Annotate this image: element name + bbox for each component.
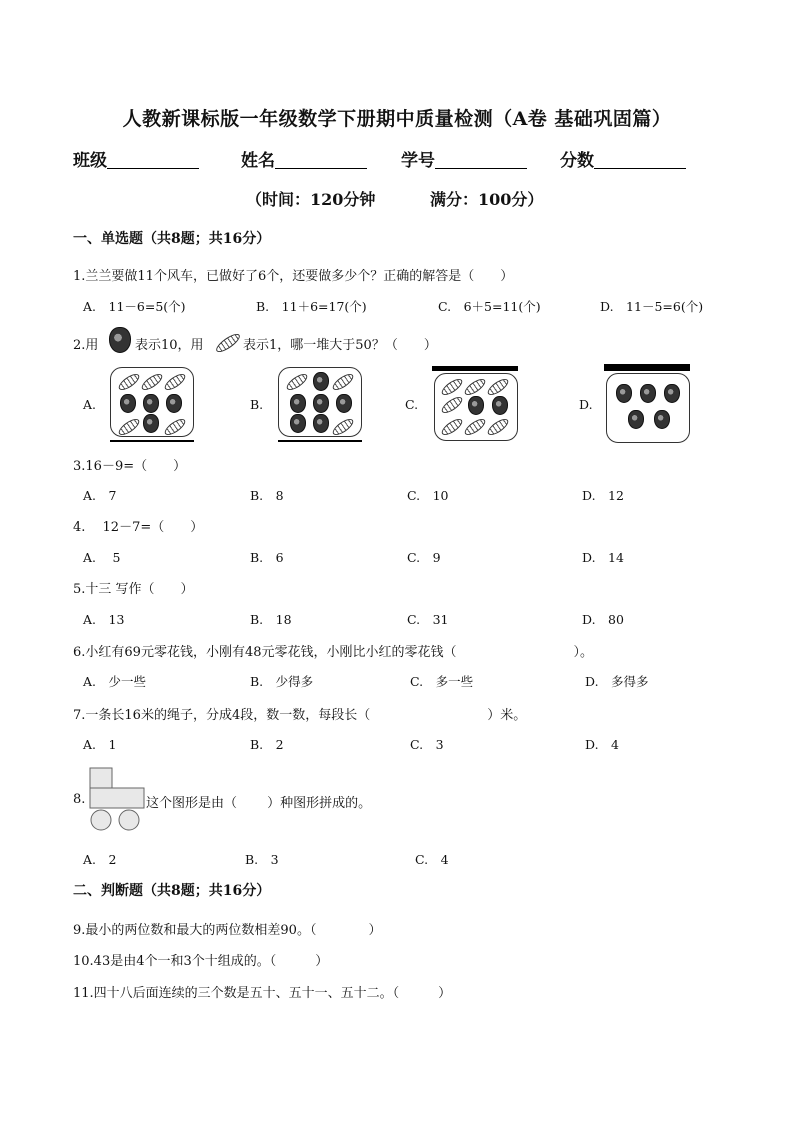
- question-10: 10.43是由4个一和3个十组成的。（ ）: [73, 954, 329, 969]
- full-score-text: 满分：100分）: [430, 190, 544, 209]
- page-title: 人教新课标版一年级数学下册期中质量检测（A卷 基础巩固篇）: [122, 108, 672, 130]
- q3-option-b[interactable]: B. 8: [250, 488, 284, 503]
- q5-option-c[interactable]: C. 31: [407, 612, 449, 627]
- q8-option-c[interactable]: C. 4: [415, 852, 449, 867]
- q4-option-d[interactable]: D. 14: [582, 550, 624, 565]
- score-blank[interactable]: [594, 152, 686, 169]
- name-label: 姓名: [241, 151, 275, 171]
- q6-option-d[interactable]: D. 多得多: [585, 674, 649, 689]
- strawberry-icon: [120, 394, 136, 413]
- q5-option-d[interactable]: D. 80: [582, 612, 624, 627]
- cart-shape-figure: [86, 766, 146, 832]
- divider-line: [604, 364, 690, 371]
- strawberry-icon: [313, 372, 329, 391]
- q2-option-d-label[interactable]: D.: [579, 397, 593, 412]
- name-blank[interactable]: [275, 152, 367, 169]
- section-heading-true-false: 二、判断题（共8题；共16分）: [73, 883, 271, 899]
- strawberry-icon: [640, 384, 656, 403]
- question-11: 11.四十八后面连续的三个数是五十、五十一、五十二。（ ）: [73, 986, 452, 1001]
- q4-option-c[interactable]: C. 9: [407, 550, 441, 565]
- strawberry-icon: [654, 410, 670, 429]
- strawberry-icon: [468, 396, 484, 415]
- question-7: 7.一条长16米的绳子，分成4段，数一数，每段长（ ）米。: [73, 708, 527, 723]
- time-text: （时间：120分钟: [246, 190, 376, 209]
- q2-option-b-label[interactable]: B.: [250, 397, 264, 412]
- strawberry-icon: [313, 394, 329, 413]
- pea-pod-icon: [214, 331, 243, 355]
- strawberry-icon: [664, 384, 680, 403]
- circle-shape: [91, 810, 111, 830]
- student-number-blank[interactable]: [435, 152, 527, 169]
- circle-shape: [119, 810, 139, 830]
- question-2-part-c: 表示1，哪一堆大于50？（ ）: [243, 338, 437, 353]
- strawberry-icon: [616, 384, 632, 403]
- q1-option-a[interactable]: A. 11－6=5(个): [83, 299, 186, 314]
- divider-line: [278, 440, 362, 442]
- q1-option-c[interactable]: C. 6＋5=11(个): [438, 299, 541, 314]
- class-label: 班级: [73, 151, 107, 171]
- q3-option-a[interactable]: A. 7: [83, 488, 117, 503]
- question-2-part-b: 表示10，用: [135, 338, 204, 353]
- q6-option-a[interactable]: A. 少一些: [83, 674, 147, 689]
- strawberry-icon: [143, 394, 159, 413]
- q8-option-b[interactable]: B. 3: [245, 852, 279, 867]
- strawberry-icon: [290, 394, 306, 413]
- class-field: [73, 146, 199, 171]
- question-6: 6.小红有69元零花钱，小刚有48元零花钱，小刚比小红的零花钱（ ）。: [73, 645, 593, 660]
- question-2-part-a: 2.用: [73, 338, 99, 353]
- q6-option-c[interactable]: C. 多一些: [410, 674, 474, 689]
- q5-option-a[interactable]: A. 13: [83, 612, 125, 627]
- student-number-label: 学号: [401, 151, 435, 171]
- q8-option-a[interactable]: A. 2: [83, 852, 117, 867]
- student-number-field: [401, 146, 527, 171]
- question-9: 9.最小的两位数和最大的两位数相差90。（ ）: [73, 923, 382, 938]
- strawberry-icon: [628, 410, 644, 429]
- score-field: [560, 146, 686, 171]
- question-8: 这个图形是由（ ）种图形拼成的。: [146, 796, 372, 811]
- q7-option-d[interactable]: D. 4: [585, 737, 620, 752]
- score-label: 分数: [560, 151, 594, 171]
- q3-option-c[interactable]: C. 10: [407, 488, 449, 503]
- strawberry-icon: [143, 414, 159, 433]
- q7-option-a[interactable]: A. 1: [83, 737, 117, 752]
- section-heading-single-choice: 一、单选题（共8题；共16分）: [73, 231, 271, 247]
- q3-option-d[interactable]: D. 12: [582, 488, 624, 503]
- question-3: 3.16－9=（ ）: [73, 459, 187, 474]
- strawberry-icon: [336, 394, 352, 413]
- strawberry-icon: [109, 327, 131, 353]
- question-4: 4. 12－7=（ ）: [73, 520, 204, 535]
- strawberry-icon: [166, 394, 182, 413]
- q5-option-b[interactable]: B. 18: [250, 612, 292, 627]
- q4-option-a[interactable]: A. 5: [83, 550, 121, 565]
- q7-option-b[interactable]: B. 2: [250, 737, 284, 752]
- q2-option-a-label[interactable]: A.: [83, 397, 97, 412]
- divider-line: [432, 366, 518, 371]
- divider-line: [110, 440, 194, 442]
- rectangle-shape: [90, 788, 144, 808]
- q1-option-b[interactable]: B. 11＋6=17(个): [256, 299, 367, 314]
- question-8-number: 8.: [73, 792, 86, 807]
- question-5: 5.十三 写作（ ）: [73, 582, 194, 597]
- q2-option-c-label[interactable]: C.: [405, 397, 419, 412]
- q7-option-c[interactable]: C. 3: [410, 737, 444, 752]
- class-blank[interactable]: [107, 152, 199, 169]
- name-field: [241, 146, 367, 171]
- q6-option-b[interactable]: B. 少得多: [250, 674, 314, 689]
- square-shape: [90, 768, 112, 788]
- q1-option-d[interactable]: D. 11－5=6(个): [600, 299, 704, 314]
- question-1: 1.兰兰要做11个风车，已做好了6个，还要做多少个？正确的解答是（ ）: [73, 269, 514, 284]
- q4-option-b[interactable]: B. 6: [250, 550, 284, 565]
- strawberry-icon: [492, 396, 508, 415]
- strawberry-icon: [313, 414, 329, 433]
- strawberry-icon: [290, 414, 306, 433]
